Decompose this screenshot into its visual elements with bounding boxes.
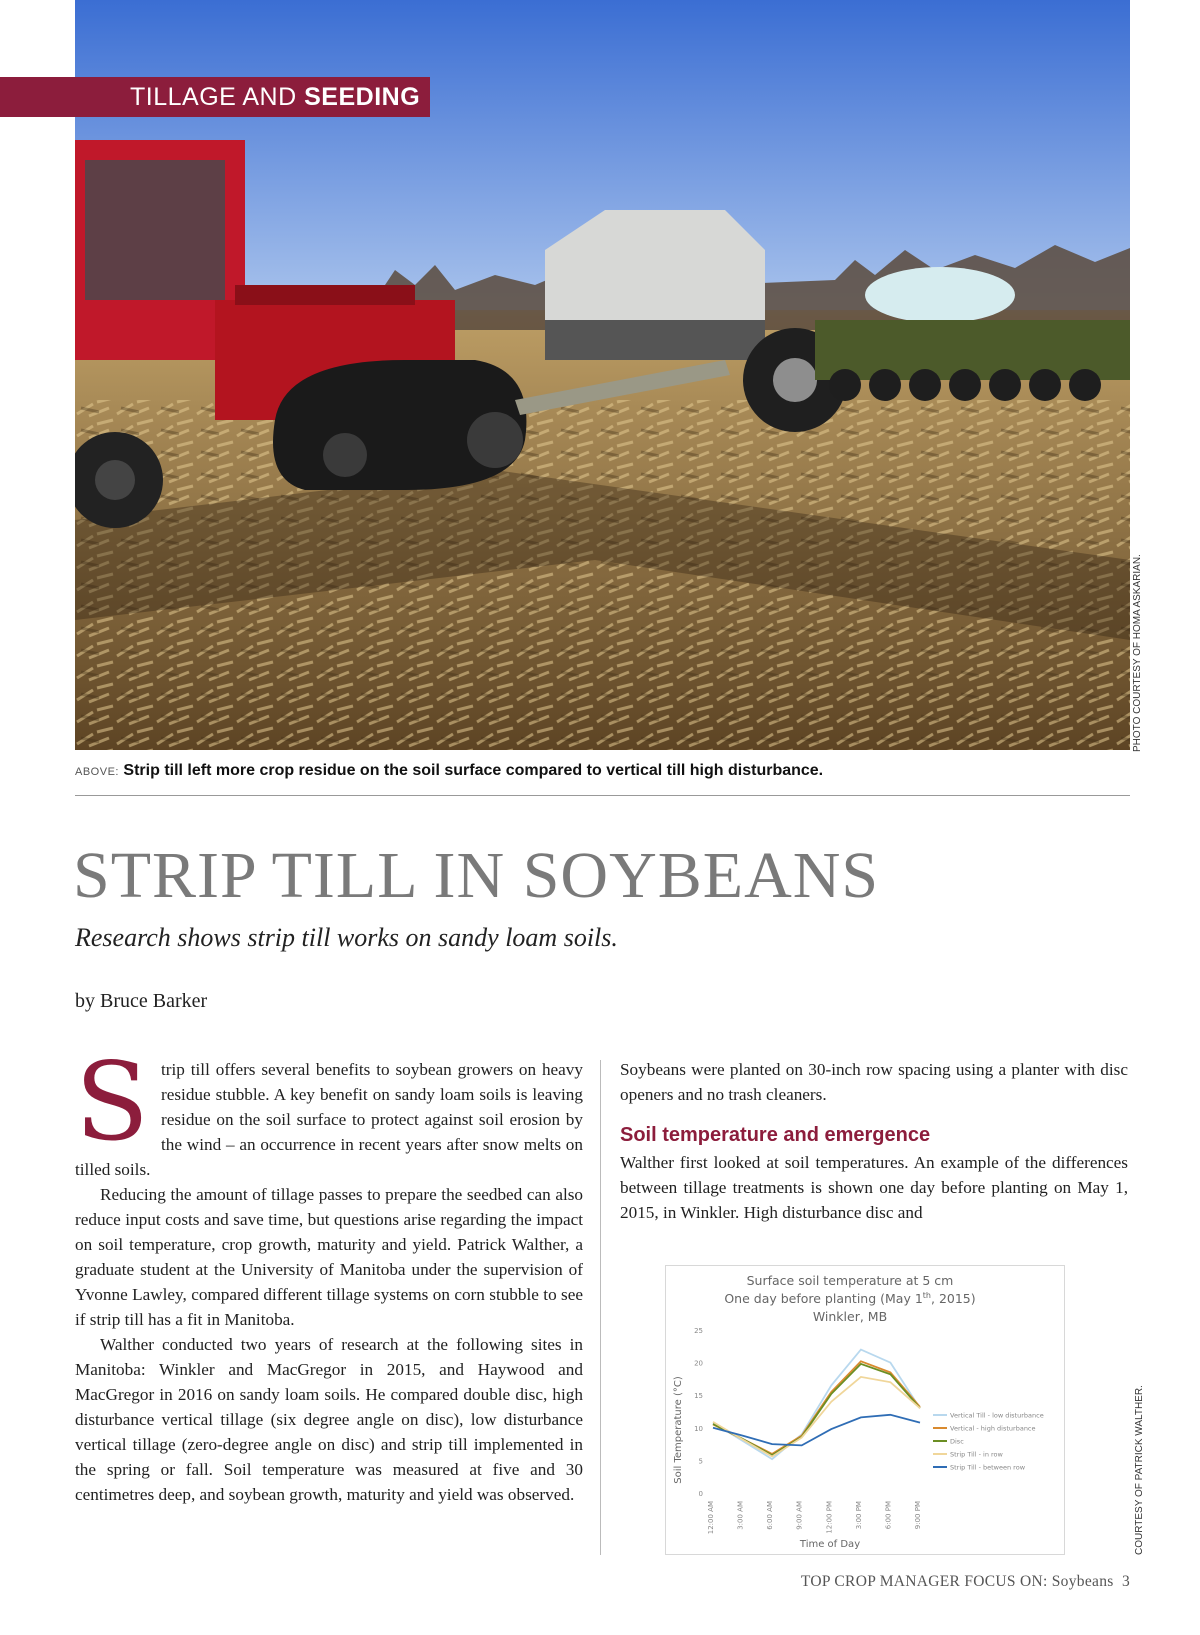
paragraph-1: trip till offers several benefits to soybean growers on heavy residue stubble. A key benefit on sandy loam soils is leaving residue on the soil surface to protect against soil erosion by the wind – an occurrence in recent years after snow melts on tilled soils.	[75, 1060, 583, 1179]
article-headline: STRIP TILL IN SOYBEANS	[73, 839, 880, 912]
caption-divider	[75, 795, 1130, 796]
chart-y-tick-label: 15	[694, 1392, 703, 1401]
caption-text: Strip till left more crop residue on the soil surface compared to vertical till high disturbance.	[123, 762, 824, 779]
page-footer	[801, 1573, 1130, 1591]
paragraph-2: Reducing the amount of tillage passes to prepare the seedbed can also reduce input costs and save time, but questions arise regarding the impact on soil temperature, crop growth, maturity and yield. Patrick Walther, a graduate student at the University of Manitoba under the supervision of Yvonne Lawley, compared different tillage systems on corn stubble to see if strip till has a fit in Manitoba.	[75, 1185, 583, 1329]
chart-x-tick-label: 12:00 AM	[707, 1501, 715, 1535]
photo-caption	[75, 762, 1130, 780]
chart-x-axis-label: Time of Day	[799, 1539, 861, 1550]
chart-y-axis-label: Soil Temperature (°C)	[673, 1376, 684, 1484]
chart-x-tick-label: 6:00 AM	[766, 1501, 775, 1530]
chart-x-tick-label: 12:00 PM	[825, 1501, 834, 1534]
chart-x-tick-label: 3:00 PM	[854, 1501, 863, 1530]
body-column-right	[620, 1057, 1128, 1225]
chart-location: Winkler, MB	[812, 1309, 888, 1324]
drop-cap: S	[75, 1040, 149, 1165]
chart-y-tick-label: 10	[694, 1424, 703, 1433]
section-tag-part2: SEEDING	[304, 83, 421, 111]
chart-x-tick-label: 9:00 AM	[795, 1501, 804, 1530]
chart-y-tick-label: 25	[694, 1327, 703, 1335]
article-byline: by Bruce Barker	[75, 990, 208, 1012]
chart-x-tick-label: 6:00 PM	[884, 1501, 893, 1530]
chart-legend-label: Strip Till - between row	[950, 1463, 1026, 1472]
subheading: Soil temperature and emergence	[620, 1124, 931, 1146]
chart-legend-label: Strip Till - in row	[950, 1450, 1003, 1459]
chart-y-tick-label: 0	[698, 1490, 703, 1498]
chart-y-tick-label: 5	[698, 1457, 703, 1466]
article-deck: Research shows strip till works on sandy loam soils.	[75, 923, 618, 952]
chart-y-tick-label: 20	[694, 1359, 703, 1368]
paragraph-3: Walther conducted two years of research at the following sites in Manitoba: Winkler and MacGregor in 2015, and Haywood and MacGregor in 2016 on sandy loam soils. He compared double disc, high disturbance vertical tillage (six degree angle on disc), low disturbance vertical tillage (zero-degree angle on disc) and strip till implemented in the spring or fall. Soil temperature was measured at five and 30 centimetres deep, and soybean growth, maturity and yield was observed.	[75, 1335, 583, 1504]
paragraph-4: Soybeans were planted on 30-inch row spacing using a planter with disc openers and no trash cleaners.	[620, 1060, 1128, 1104]
chart-svg	[665, 1265, 1065, 1555]
paragraph-5: Walther first looked at soil temperatures. An example of the differences between tillage treatments is shown one day before planting on May 1, 2015, in Winkler. High disturbance disc and	[620, 1153, 1128, 1222]
chart-credit: COURTESY OF PATRICK WALTHER.	[1134, 1385, 1145, 1555]
section-tag	[0, 77, 430, 117]
chart-legend-label: Vertical - high disturbance	[950, 1424, 1036, 1433]
soil-temperature-chart	[665, 1265, 1065, 1555]
photo-credit: PHOTO COURTESY OF HOMA ASKARIAN.	[1132, 554, 1143, 752]
chart-title: Surface soil temperature at 5 cm	[746, 1273, 954, 1288]
chart-legend-label: Disc	[950, 1437, 964, 1446]
chart-legend-label: Vertical Till - low disturbance	[950, 1411, 1044, 1420]
footer-label: TOP CROP MANAGER FOCUS ON: Soybeans	[800, 1573, 1114, 1590]
page-number: 3	[1121, 1573, 1130, 1590]
chart-subtitle: One day before planting (May 1th, 2015)	[724, 1291, 976, 1306]
column-divider	[600, 1060, 601, 1555]
body-column-left	[75, 1040, 583, 1507]
chart-x-tick-label: 9:00 PM	[914, 1501, 922, 1530]
section-tag-part1: TILLAGE AND	[130, 83, 305, 111]
caption-label: ABOVE:	[75, 766, 119, 778]
chart-x-tick-label: 3:00 AM	[736, 1501, 745, 1530]
